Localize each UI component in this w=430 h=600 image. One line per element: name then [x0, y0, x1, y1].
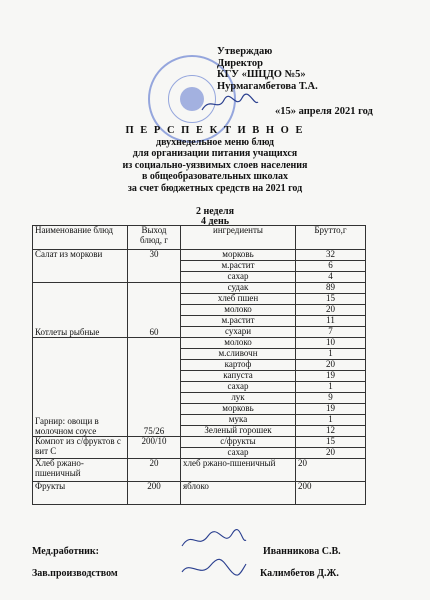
week-day-label [0, 207, 430, 227]
ingredient-name: молоко [181, 305, 296, 316]
ingredient-name: яблоко [181, 482, 296, 505]
approval-line: Директор [217, 57, 263, 69]
dish-name: Фрукты [33, 482, 128, 505]
table-row [33, 482, 366, 505]
ingredient-name: молоко [181, 338, 296, 349]
table-row [33, 338, 366, 349]
header-yield: Выход блюд, г [128, 226, 181, 250]
menu-table [32, 225, 366, 505]
table-header-row [33, 226, 366, 250]
ingredient-name: мука [181, 415, 296, 426]
ingredient-brutto: 12 [296, 426, 366, 437]
ingredient-name: хлеб пшен [181, 294, 296, 305]
ingredient-brutto: 1 [296, 349, 366, 360]
medic-signature [178, 528, 248, 552]
week-label: 2 неделя [195, 206, 235, 217]
ingredient-brutto: 32 [296, 250, 366, 261]
title-line: двухнедельное меню блюд [156, 136, 274, 148]
dish-name: Салат из моркови [33, 250, 128, 283]
ingredient-brutto: 1 [296, 415, 366, 426]
title-line: из социально-уязвимых слоев населения [122, 159, 308, 171]
ingredient-brutto: 20 [296, 305, 366, 316]
approval-line: Нурмагамбетова Т.А. [217, 80, 318, 92]
title-line: для организации питания учащихся [132, 148, 298, 159]
ingredient-brutto: 1 [296, 382, 366, 393]
ingredient-name: сахар [181, 448, 296, 459]
ingredient-brutto: 19 [296, 404, 366, 415]
chef-name: Калимбетов Д.Ж. [260, 568, 339, 579]
chef-role: Зав.производством [32, 568, 118, 579]
dish-yield: 200/10 [128, 437, 181, 459]
ingredient-name: судак [181, 283, 296, 294]
dish-yield: 30 [128, 250, 181, 283]
ingredient-name: капуста [181, 371, 296, 382]
dish-yield: 60 [128, 283, 181, 338]
table-row [33, 437, 366, 448]
ingredient-name: морковь [181, 404, 296, 415]
ingredient-name: сахар [181, 272, 296, 283]
header-ingredients: ингредиенты [181, 226, 296, 250]
dish-name: Хлеб ржано-пшеничный [33, 459, 128, 482]
ingredient-name: лук [181, 393, 296, 404]
ingredient-brutto: 15 [296, 294, 366, 305]
ingredient-brutto: 9 [296, 393, 366, 404]
header-brutto: Брутто,г [296, 226, 366, 250]
approval-date: «15» апреля 2021 год [275, 106, 373, 117]
ingredient-name: м.сливочн [181, 349, 296, 360]
dish-yield: 20 [128, 459, 181, 482]
title-line: в общеобразовательных школах [141, 171, 289, 182]
ingredient-name: м.растит [181, 316, 296, 327]
ingredient-brutto: 15 [296, 437, 366, 448]
dish-yield: 200 [128, 482, 181, 505]
day-label: 4 день [200, 216, 230, 227]
document-title [0, 125, 430, 194]
medic-role: Мед.работник: [32, 546, 99, 557]
ingredient-name: картоф [181, 360, 296, 371]
medic-name: Иванникова С.В. [263, 546, 341, 557]
director-signature [200, 92, 260, 116]
ingredient-name: сухари [181, 327, 296, 338]
ingredient-brutto: 20 [296, 448, 366, 459]
dish-name: Котлеты рыбные [33, 283, 128, 338]
table-row [33, 459, 366, 482]
approval-line: Утверждаю [217, 46, 273, 57]
ingredient-brutto: 19 [296, 371, 366, 382]
table-row [33, 250, 366, 261]
header-dish: Наименование блюд [33, 226, 128, 250]
ingredient-name: м.растит [181, 261, 296, 272]
title-line: за счет бюджетных средств на 2021 год [127, 182, 303, 194]
ingredient-brutto: 4 [296, 272, 366, 283]
chef-signature [178, 556, 248, 580]
ingredient-brutto: 20 [296, 459, 366, 482]
ingredient-brutto: 20 [296, 360, 366, 371]
table-body [33, 250, 366, 505]
dish-yield: 75/26 [128, 338, 181, 437]
ingredient-brutto: 7 [296, 327, 366, 338]
ingredient-brutto: 6 [296, 261, 366, 272]
dish-name: Гарнир: овощи в молочном соусе [33, 338, 128, 437]
ingredient-name: сахар [181, 382, 296, 393]
approval-line: КГУ «ШЦДО №5» [217, 69, 306, 80]
table-row [33, 283, 366, 294]
ingredient-name: морковь [181, 250, 296, 261]
ingredient-name: с/фрукты [181, 437, 296, 448]
ingredient-name: хлеб ржано-пшеничный [181, 459, 296, 482]
ingredient-brutto: 10 [296, 338, 366, 349]
ingredient-brutto: 89 [296, 283, 366, 294]
dish-name: Компот из с/фруктов с вит С [33, 437, 128, 459]
ingredient-brutto: 11 [296, 316, 366, 327]
ingredient-name: Зеленый горошек [181, 426, 296, 437]
title-line: П Е Р С П Е К Т И В Н О Е [125, 125, 305, 136]
ingredient-brutto: 200 [296, 482, 366, 505]
